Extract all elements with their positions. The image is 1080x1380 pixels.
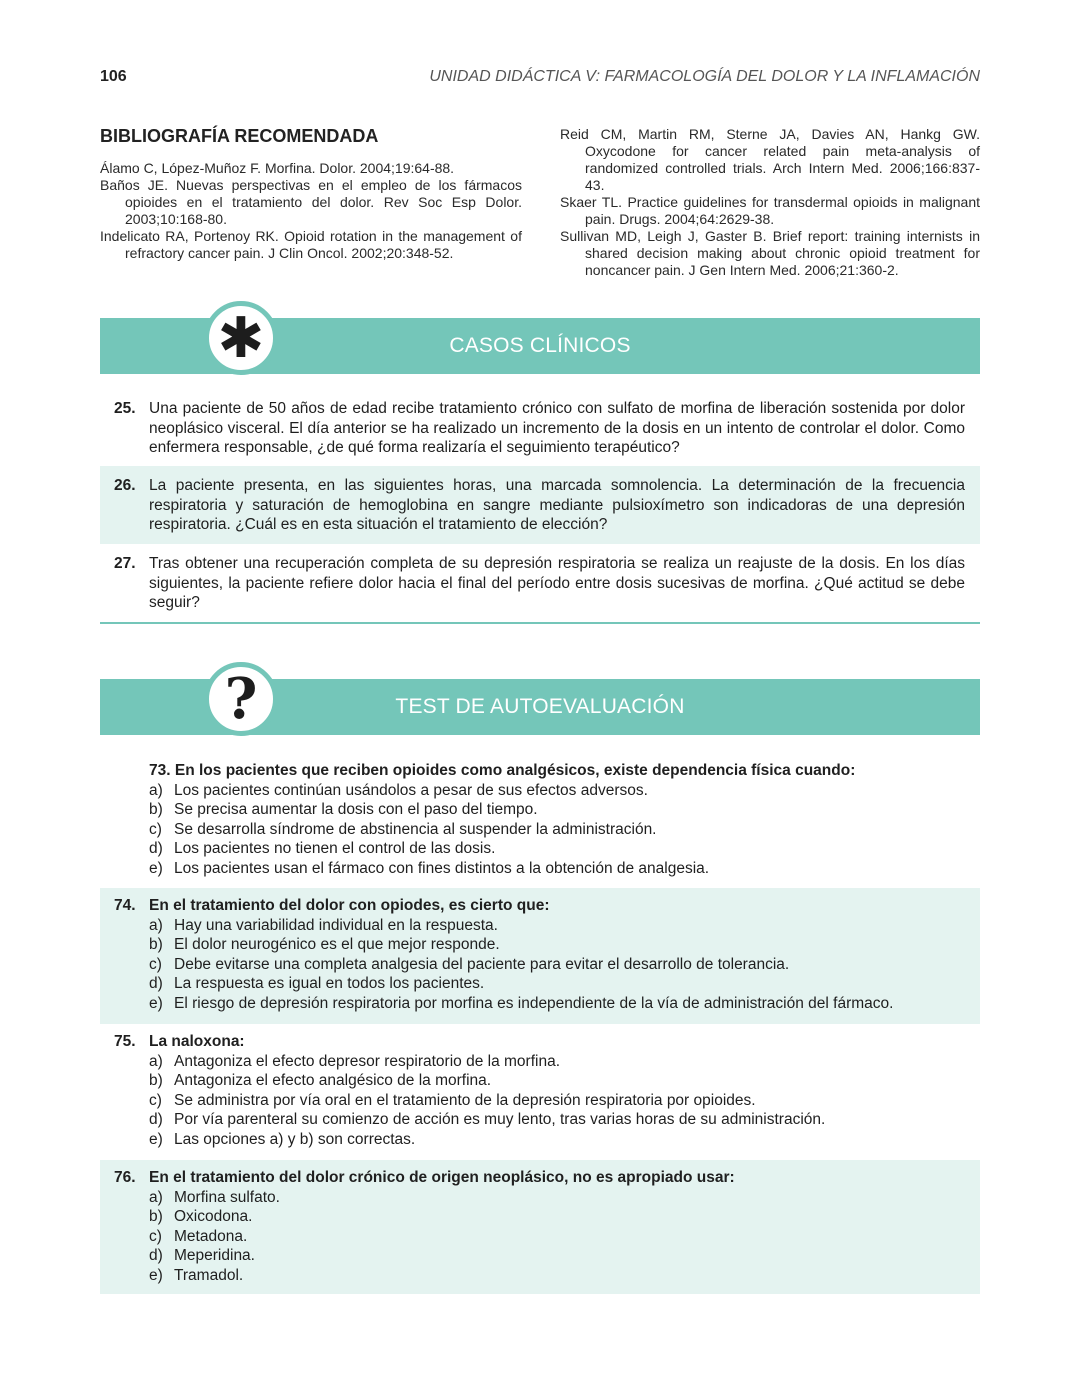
question-text: En el tratamiento del dolor crónico de origen neoplásico, no es apropiado usar:: [149, 1169, 735, 1186]
option-text: Debe evitarse una completa analgesia del paciente para evitar el desarrollo de tolerancia.: [174, 955, 790, 973]
option-text: Hay una variabilidad individual en la respuesta.: [174, 916, 498, 934]
clinical-case: [100, 544, 980, 620]
answer-option: [149, 1110, 965, 1130]
running-head: UNIDAD DIDÁCTICA V: FARMACOLOGÍA DEL DOLOR Y LA INFLAMACIÓN: [429, 68, 980, 85]
question-number: 76.: [114, 1169, 136, 1186]
option-letter: c): [149, 1227, 162, 1245]
option-letter: b): [149, 801, 163, 818]
option-text: El dolor neurogénico es el que mejor responde.: [174, 936, 500, 953]
question-text: En el tratamiento del dolor con opiodes, es cierto que:: [149, 897, 550, 914]
option-letter: e): [149, 1266, 163, 1284]
option-letter: e): [149, 1130, 163, 1148]
option-letter: d): [149, 1111, 163, 1128]
option-text: Metadona.: [174, 1227, 248, 1245]
section-divider: [100, 622, 980, 624]
option-letter: b): [149, 936, 163, 953]
option-letter: b): [149, 1072, 163, 1089]
option-letter: d): [149, 1247, 163, 1264]
reference-item: Indelicato RA, Portenoy RK. Opioid rotation in the management of refractory cancer pain. J Clin Oncol. 2002;20:348-52.: [100, 228, 522, 261]
question-number: 73.: [149, 762, 171, 779]
self-test-banner: [100, 666, 980, 735]
clinical-cases-banner: [100, 306, 980, 374]
option-text: La respuesta es igual en todos los pacientes.: [174, 975, 485, 992]
answer-option: [149, 1246, 965, 1266]
option-text: Meperidina.: [174, 1247, 255, 1264]
page-number: 106: [100, 68, 127, 85]
answer-option: [149, 839, 965, 859]
reference-item: Baños JE. Nuevas perspectivas en el empleo de los fármacos opioides en el tratamiento del dolor. Rev Soc Esp Dolor. 2003;10:168-80.: [100, 177, 522, 227]
question-text: 73. En los pacientes que reciben opioides como analgésicos, existe dependencia física cuando:: [149, 762, 856, 779]
reference-item: Álamo C, López-Muñoz F. Morfina. Dolor. 2004;19:64-88.: [100, 160, 455, 176]
option-letter: d): [149, 840, 163, 857]
option-letter: e): [149, 859, 163, 877]
option-letter: a): [149, 781, 163, 799]
answer-option: [149, 916, 965, 936]
question-mark-icon: ?: [204, 662, 278, 736]
bibliography-right-column: [560, 126, 980, 279]
answer-option: [149, 994, 965, 1014]
bibliography-title: BIBLIOGRAFÍA RECOMENDADA: [100, 126, 379, 146]
answer-option: [149, 1207, 965, 1227]
bibliography-section: [100, 126, 980, 278]
option-text: Se precisa aumentar la dosis con el paso del tiempo.: [174, 801, 538, 818]
option-letter: c): [149, 820, 162, 838]
answer-option: [149, 1130, 965, 1150]
asterisk-icon: ✱: [204, 301, 278, 375]
case-text: Una paciente de 50 años de edad recibe tratamiento crónico con sulfato de morfina de liberación sostenida por dolor neoplásico visceral. El día anterior se ha realizado un incremento de la dosis en un intento de controlar el dolor. Como enfermera responsable, ¿de qué forma realizaría el seguimiento terapéutico?: [149, 400, 965, 456]
answer-option: [149, 1071, 965, 1091]
case-text: Tras obtener una recuperación completa de su depresión respiratoria se realiza un reajuste de la dosis. En los días siguientes, la paciente refiere dolor hacia el final del período entre dosis sucesivas de morfina. ¿Qué actitud se debe seguir?: [149, 555, 965, 611]
clinical-case: [100, 398, 980, 464]
answer-option: [149, 859, 965, 879]
option-text: Antagoniza el efecto depresor respiratorio de la morfina.: [174, 1052, 560, 1070]
answer-option: [149, 935, 965, 955]
option-text: Se desarrolla síndrome de abstinencia al suspender la administración.: [174, 820, 657, 838]
option-text: Oxicodona.: [174, 1208, 253, 1225]
test-question: [100, 1024, 980, 1158]
option-text: Los pacientes continúan usándolos a pesar de sus efectos adversos.: [174, 781, 648, 799]
option-text: El riesgo de depresión respiratoria por morfina es independiente de la vía de administración del fármaco.: [174, 994, 894, 1012]
answer-option: [149, 1227, 965, 1247]
option-text: Se administra por vía oral en el tratamiento de la depresión respiratoria por opioides.: [174, 1091, 756, 1109]
answer-option: [149, 1052, 965, 1072]
question-number: 75.: [114, 1033, 136, 1050]
option-text: Las opciones a) y b) son correctas.: [174, 1130, 416, 1148]
answer-option: [149, 955, 965, 975]
option-letter: a): [149, 916, 163, 934]
self-test-title: TEST DE AUTOEVALUACIÓN: [395, 695, 685, 718]
question-text: La naloxona:: [149, 1033, 245, 1050]
answer-option: [149, 974, 965, 994]
option-text: Morfina sulfato.: [174, 1188, 280, 1206]
case-number: 25.: [114, 400, 136, 417]
reference-item: Reid CM, Martin RM, Sterne JA, Davies AN, Hankg GW. Oxycodone for cancer related pain meta-analysis of randomized controlled trials. Arch Intern Med. 2006;166:837-43.: [560, 126, 980, 193]
option-text: Antagoniza el efecto analgésico de la morfina.: [174, 1072, 492, 1089]
clinical-case: [100, 466, 980, 544]
clinical-cases-title: CASOS CLÍNICOS: [449, 334, 631, 357]
option-text: Los pacientes no tienen el control de las dosis.: [174, 840, 496, 857]
bibliography-left-column: [100, 160, 522, 262]
case-text: La paciente presenta, en las siguientes horas, una marcada somnolencia. La determinación de la frecuencia respiratoria y saturación de hemoglobina en sangre mediante pulsioxímetro son indicadoras de una depresión respiratoria. ¿Cuál es en esta situación el tratamiento de elección?: [149, 477, 965, 533]
test-question: [100, 760, 980, 886]
reference-item: Skaer TL. Practice guidelines for transdermal opioids in malignant pain. Drugs. 2004;64:2629-38.: [560, 194, 980, 227]
case-number: 27.: [114, 555, 136, 572]
answer-option: [149, 781, 965, 801]
answer-option: [149, 1266, 965, 1286]
option-text: Por vía parenteral su comienzo de acción es muy lento, tras varias horas de su administración.: [174, 1111, 826, 1128]
question-number: 74.: [114, 897, 136, 914]
option-letter: d): [149, 975, 163, 992]
option-letter: b): [149, 1208, 163, 1225]
option-letter: e): [149, 994, 163, 1012]
option-letter: a): [149, 1052, 163, 1070]
option-text: Los pacientes usan el fármaco con fines distintos a la obtención de analgesia.: [174, 859, 710, 877]
case-number: 26.: [114, 477, 136, 494]
option-letter: c): [149, 955, 162, 973]
option-letter: a): [149, 1188, 163, 1206]
answer-option: [149, 800, 965, 820]
test-question: [100, 888, 980, 1024]
test-question: [100, 1160, 980, 1294]
answer-option: [149, 820, 965, 840]
reference-item: Sullivan MD, Leigh J, Gaster B. Brief report: training internists in shared decision making about chronic opioid treatment for noncancer pain. J Gen Intern Med. 2006;21:360-2.: [560, 228, 980, 278]
answer-option: [149, 1091, 965, 1111]
option-text: Tramadol.: [174, 1266, 244, 1284]
option-letter: c): [149, 1091, 162, 1109]
answer-option: [149, 1188, 965, 1208]
